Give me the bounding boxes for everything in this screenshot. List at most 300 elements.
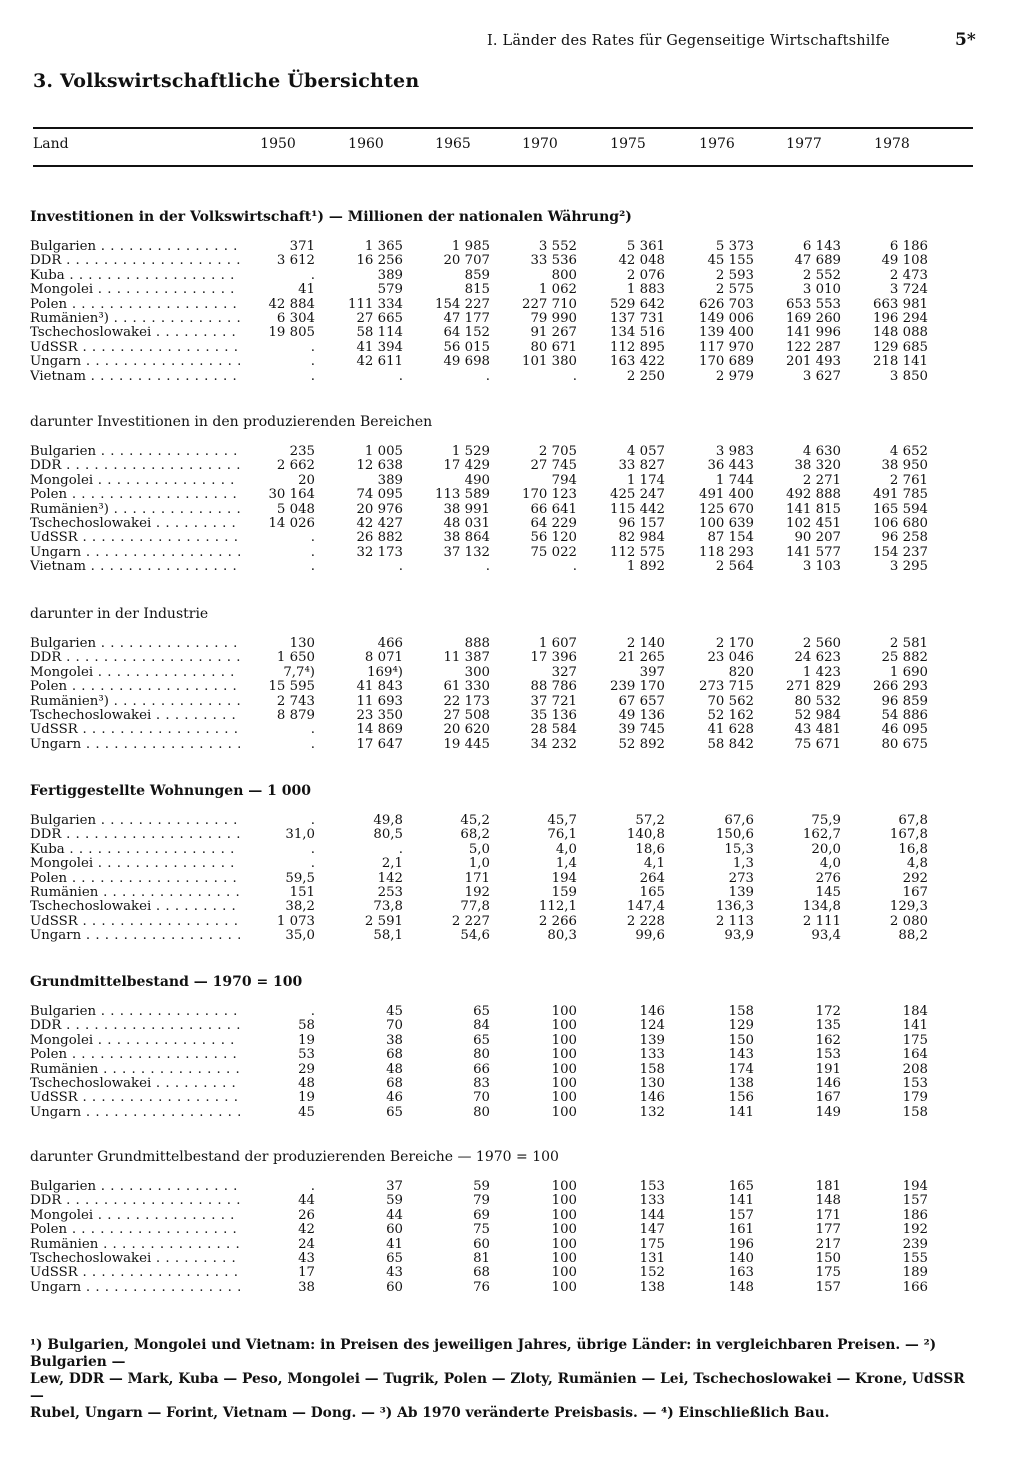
value-cell: 12 638 [356, 458, 403, 474]
section-investitionen [30, 208, 974, 384]
value-cell: 271 829 [786, 679, 841, 695]
value-cell: 38 320 [794, 458, 841, 474]
table-row [30, 1063, 974, 1077]
value-cell: 32 173 [356, 544, 403, 560]
value-cell: 3 850 [889, 368, 928, 384]
value-cell: 276 [815, 870, 841, 886]
value-cell: 253 [377, 884, 403, 900]
value-cell: . [310, 267, 315, 283]
value-cell: 1 365 [364, 239, 403, 254]
value-cell: 148 [815, 1193, 841, 1209]
value-cell: 65 [386, 1250, 403, 1266]
value-cell: 155 [902, 1250, 928, 1266]
value-cell: 154 237 [873, 544, 928, 560]
value-cell: . [310, 530, 315, 546]
value-cell: 96 157 [618, 515, 665, 531]
value-cell: 491 400 [699, 487, 754, 503]
value-cell: 888 [464, 636, 490, 651]
value-cell: 143 [728, 1047, 754, 1063]
value-cell: 59 [473, 1179, 490, 1194]
value-cell: 170 689 [699, 354, 754, 370]
value-cell: 3 295 [889, 559, 928, 575]
country-name: UdSSR . . . [30, 723, 240, 737]
value-cell: 174 [728, 1061, 754, 1077]
footnote-line: Lew, DDR — Mark, Kuba — Peso, Mongolei — Tugrik, Polen — Zloty, Rumänien — Lei, Tschechoslowakei — Krone, UdSSR — [30, 1371, 965, 1404]
value-cell: 100 639 [699, 515, 754, 531]
value-cell: 41 843 [356, 679, 403, 695]
value-cell: 397 [639, 664, 665, 680]
value-cell: 28 584 [530, 722, 577, 738]
value-cell: 7,7⁴) [283, 664, 315, 680]
value-cell: . [310, 813, 315, 828]
value-cell: 65 [473, 1032, 490, 1048]
value-cell: 147,4 [626, 899, 665, 915]
value-cell: . [310, 368, 315, 384]
value-cell: . [310, 544, 315, 560]
value-cell: 88 786 [530, 679, 577, 695]
section-rows [30, 637, 974, 752]
value-cell: 4,0 [819, 856, 841, 872]
country-name: UdSSR . . . [30, 531, 240, 545]
value-cell: 76,1 [547, 827, 577, 843]
value-cell: 129 685 [873, 339, 928, 355]
value-cell: 815 [464, 282, 490, 298]
value-cell: 20 976 [356, 501, 403, 517]
value-cell: 17 396 [530, 650, 577, 666]
value-cell: 70 [386, 1018, 403, 1034]
value-cell: 2 113 [715, 913, 754, 929]
value-cell: 124 [639, 1018, 665, 1034]
value-cell: 68 [386, 1075, 403, 1091]
country-name: Rumänien³) . . . [30, 503, 240, 517]
value-cell: 164 [902, 1047, 928, 1063]
value-cell: 162 [815, 1032, 841, 1048]
value-cell: 96 258 [881, 530, 928, 546]
value-cell: 74 095 [356, 487, 403, 503]
table-row [30, 326, 974, 340]
value-cell: 139 [639, 1032, 665, 1048]
value-cell: 157 [815, 1279, 841, 1295]
value-cell: 151 [289, 884, 315, 900]
value-cell: 5 361 [626, 239, 665, 254]
value-cell: 79 990 [530, 310, 577, 326]
value-cell: 24 [298, 1236, 315, 1252]
table-row [30, 723, 974, 737]
value-cell: 100 [551, 1004, 577, 1019]
country-name: Mongolei . . . [30, 666, 240, 680]
value-cell: 4,8 [906, 856, 928, 872]
value-cell: 371 [289, 239, 315, 254]
value-cell: 466 [377, 636, 403, 651]
section-title: darunter Grundmittelbestand der produzierenden Bereiche — 1970 = 100 [30, 1149, 559, 1165]
value-cell: 76 [473, 1279, 490, 1295]
value-cell: 46 [386, 1090, 403, 1106]
value-cell: 80 [473, 1104, 490, 1120]
value-cell: 58 842 [707, 736, 754, 752]
value-cell: 100 [551, 1193, 577, 1209]
value-cell: 157 [902, 1193, 928, 1209]
table-row [30, 283, 974, 297]
value-cell: 626 703 [699, 296, 754, 312]
table-row [30, 1019, 974, 1033]
value-cell: 125 670 [699, 501, 754, 517]
value-cell: 84 [473, 1018, 490, 1034]
value-cell: 20 [298, 472, 315, 488]
value-cell: 1,0 [468, 856, 490, 872]
value-cell: 1 892 [626, 559, 665, 575]
value-cell: 1 985 [451, 239, 490, 254]
value-cell: 165 594 [873, 501, 928, 517]
value-cell: 37 721 [530, 693, 577, 709]
country-name: Tschechoslowakei . . . [30, 517, 240, 531]
value-cell: 292 [902, 870, 928, 886]
value-cell: 38 [298, 1279, 315, 1295]
value-cell: 186 [902, 1207, 928, 1223]
value-cell: 2 271 [802, 472, 841, 488]
value-cell: 41 628 [707, 722, 754, 738]
value-cell: 2 227 [451, 913, 490, 929]
value-cell: 75 [473, 1222, 490, 1238]
value-cell: 66 641 [530, 501, 577, 517]
value-cell: 2 593 [715, 267, 754, 283]
value-cell: 52 162 [707, 707, 754, 723]
value-cell: 663 981 [873, 296, 928, 312]
value-cell: 1 062 [538, 282, 577, 298]
value-cell: 17 429 [443, 458, 490, 474]
table-row [30, 254, 974, 268]
value-cell: . [572, 368, 577, 384]
value-cell: 159 [551, 884, 577, 900]
country-name: Bulgarien . . . [30, 1180, 240, 1194]
value-cell: 158 [902, 1104, 928, 1120]
value-cell: 134,8 [802, 899, 841, 915]
value-cell: 75,9 [811, 813, 841, 828]
value-cell: 820 [728, 664, 754, 680]
value-cell: 2 591 [364, 913, 403, 929]
value-cell: 35,0 [285, 928, 315, 944]
value-cell: 800 [551, 267, 577, 283]
value-cell: 150 [815, 1250, 841, 1266]
value-cell: 218 141 [873, 354, 928, 370]
value-cell: 54 886 [881, 707, 928, 723]
value-cell: 26 882 [356, 530, 403, 546]
value-cell: 46 095 [881, 722, 928, 738]
value-cell: 192 [464, 884, 490, 900]
value-cell: 45,2 [460, 813, 490, 828]
value-cell: 425 247 [610, 487, 665, 503]
section-title: Grundmittelbestand — 1970 = 100 [30, 974, 303, 990]
value-cell: 91 267 [530, 325, 577, 341]
value-cell: 1 607 [538, 636, 577, 651]
section-grundmittelbestand [30, 973, 974, 1120]
value-cell: 169⁴) [367, 664, 403, 680]
value-cell: 131 [639, 1250, 665, 1266]
value-cell: 157 [728, 1207, 754, 1223]
value-cell: 58 [298, 1018, 315, 1034]
value-cell: 794 [551, 472, 577, 488]
value-cell: 3 552 [538, 239, 577, 254]
value-cell: 100 [551, 1179, 577, 1194]
value-cell: 68,2 [460, 827, 490, 843]
table-row [30, 312, 974, 326]
value-cell: 192 [902, 1222, 928, 1238]
value-cell: 100 [551, 1090, 577, 1106]
value-cell: 19 [298, 1032, 315, 1048]
table-row [30, 929, 974, 943]
value-cell: 239 170 [610, 679, 665, 695]
footnote-line: Rubel, Ungarn — Forint, Vietnam — Dong. — ³) Ab 1970 veränderte Preisbasis. — ⁴) Einschließlich Bau. [30, 1405, 830, 1421]
value-cell: 37 132 [443, 544, 490, 560]
value-cell: 492 888 [786, 487, 841, 503]
value-cell: 23 046 [707, 650, 754, 666]
value-cell: 100 [551, 1279, 577, 1295]
value-cell: 49,8 [373, 813, 403, 828]
value-cell: 3 724 [889, 282, 928, 298]
value-cell: 83 [473, 1075, 490, 1091]
value-cell: 196 294 [873, 310, 928, 326]
value-cell: 24 623 [794, 650, 841, 666]
value-cell: 112 575 [610, 544, 665, 560]
value-cell: 165 [728, 1179, 754, 1194]
value-cell: . [398, 841, 403, 857]
value-cell: 47 689 [794, 253, 841, 269]
value-cell: 1,4 [555, 856, 577, 872]
value-cell: 189 [902, 1265, 928, 1281]
value-cell: 2 266 [538, 913, 577, 929]
value-cell: 38 864 [443, 530, 490, 546]
value-cell: . [310, 736, 315, 752]
value-cell: 65 [473, 1004, 490, 1019]
value-cell: 14 026 [268, 515, 315, 531]
value-cell: 100 [551, 1061, 577, 1077]
value-cell: 16,8 [898, 841, 928, 857]
value-cell: 201 493 [786, 354, 841, 370]
value-cell: 115 442 [610, 501, 665, 517]
value-cell: 184 [902, 1004, 928, 1019]
value-cell: 41 [386, 1236, 403, 1252]
value-cell: . [572, 559, 577, 575]
column-header-year: 1950 [260, 136, 296, 152]
value-cell: 172 [815, 1004, 841, 1019]
value-cell: 49 698 [443, 354, 490, 370]
value-cell: 20 620 [443, 722, 490, 738]
value-cell: 42 884 [268, 296, 315, 312]
country-name: Vietnam . . . [30, 370, 240, 384]
value-cell: 6 143 [802, 239, 841, 254]
value-cell: 21 265 [618, 650, 665, 666]
value-cell: 2 761 [889, 472, 928, 488]
value-cell: 2 564 [715, 559, 754, 575]
table-row [30, 370, 974, 384]
value-cell: 217 [815, 1236, 841, 1252]
value-cell: 27 508 [443, 707, 490, 723]
section-title: darunter Investitionen in den produzierenden Bereichen [30, 414, 433, 430]
table-row [30, 915, 974, 929]
value-cell: 137 731 [610, 310, 665, 326]
value-cell: 102 451 [786, 515, 841, 531]
value-cell: 70 562 [707, 693, 754, 709]
value-cell: 100 [551, 1207, 577, 1223]
value-cell: 147 [639, 1222, 665, 1238]
section-rows [30, 1005, 974, 1120]
table-row [30, 900, 974, 914]
column-header-year: 1970 [522, 136, 558, 152]
value-cell: 144 [639, 1207, 665, 1223]
value-cell: 100 [551, 1047, 577, 1063]
country-name: Tschechoslowakei . . . [30, 709, 240, 723]
table-row [30, 488, 974, 502]
country-name: Tschechoslowakei . . . [30, 1252, 240, 1266]
table-row [30, 1223, 974, 1237]
value-cell: 26 [298, 1207, 315, 1223]
country-name: Polen . . . [30, 1223, 240, 1237]
country-name: Vietnam . . . [30, 560, 240, 574]
footnotes [30, 1337, 978, 1422]
value-cell: 2 228 [626, 913, 665, 929]
value-cell: 146 [639, 1090, 665, 1106]
country-name: Polen . . . [30, 680, 240, 694]
column-header-year: 1960 [348, 136, 384, 152]
table-row [30, 738, 974, 752]
column-header-year: 1975 [610, 136, 646, 152]
value-cell: 136,3 [715, 899, 754, 915]
country-name: UdSSR . . . [30, 1091, 240, 1105]
value-cell: 45 [298, 1104, 315, 1120]
value-cell: 1,3 [732, 856, 754, 872]
section-title: Investitionen in der Volkswirtschaft¹) — Millionen der nationalen Währung²) [30, 209, 632, 225]
value-cell: 88,2 [898, 928, 928, 944]
value-cell: 389 [377, 267, 403, 283]
value-cell: 264 [639, 870, 665, 886]
value-cell: 2 581 [889, 636, 928, 651]
value-cell: 75 671 [794, 736, 841, 752]
value-cell: 11 693 [356, 693, 403, 709]
country-name: Mongolei . . . [30, 474, 240, 488]
value-cell: 8 879 [276, 707, 315, 723]
value-cell: 19 805 [268, 325, 315, 341]
country-name: Ungarn . . . [30, 1281, 240, 1295]
table-row [30, 474, 974, 488]
value-cell: 1 650 [276, 650, 315, 666]
table-row [30, 240, 974, 254]
country-name: DDR . . . [30, 1019, 240, 1033]
value-cell: 208 [902, 1061, 928, 1077]
value-cell: 42 611 [356, 354, 403, 370]
value-cell: 166 [902, 1279, 928, 1295]
value-cell: . [310, 841, 315, 857]
value-cell: 138 [728, 1075, 754, 1091]
value-cell: 41 [298, 282, 315, 298]
value-cell: 132 [639, 1104, 665, 1120]
value-cell: 1 883 [626, 282, 665, 298]
table-row [30, 1266, 974, 1280]
value-cell: 140 [728, 1250, 754, 1266]
country-name: Polen . . . [30, 298, 240, 312]
value-cell: 2 076 [626, 267, 665, 283]
country-name: Ungarn . . . [30, 1106, 240, 1120]
value-cell: 22 173 [443, 693, 490, 709]
value-cell: 2 140 [626, 636, 665, 651]
table-row [30, 1005, 974, 1019]
value-cell: 158 [639, 1061, 665, 1077]
value-cell: 141 [728, 1104, 754, 1120]
table-row [30, 1194, 974, 1208]
value-cell: 2 705 [538, 444, 577, 459]
value-cell: 167 [902, 884, 928, 900]
value-cell: 163 [728, 1265, 754, 1281]
value-cell: 145 [815, 884, 841, 900]
value-cell: 389 [377, 472, 403, 488]
value-cell: 38 991 [443, 501, 490, 517]
value-cell: 44 [298, 1193, 315, 1209]
value-cell: 529 642 [610, 296, 665, 312]
value-cell: 45 155 [707, 253, 754, 269]
value-cell: 80 [473, 1047, 490, 1063]
value-cell: 64 229 [530, 515, 577, 531]
value-cell: 138 [639, 1279, 665, 1295]
value-cell: 2 111 [802, 913, 841, 929]
column-header-land: Land [33, 136, 69, 152]
value-cell: 81 [473, 1250, 490, 1266]
table-row [30, 709, 974, 723]
value-cell: 158 [728, 1004, 754, 1019]
value-cell: 38 [386, 1032, 403, 1048]
value-cell: 58,1 [373, 928, 403, 944]
value-cell: 106 680 [873, 515, 928, 531]
value-cell: 239 [902, 1236, 928, 1252]
table-row [30, 886, 974, 900]
value-cell: . [310, 1179, 315, 1194]
value-cell: 4,0 [555, 841, 577, 857]
value-cell: 64 152 [443, 325, 490, 341]
table-row [30, 828, 974, 842]
value-cell: 1 174 [626, 472, 665, 488]
value-cell: 149 [815, 1104, 841, 1120]
value-cell: 33 536 [530, 253, 577, 269]
value-cell: 2 250 [626, 368, 665, 384]
section-grundmittelbestand-produzierend [30, 1148, 974, 1295]
section-rows [30, 1180, 974, 1295]
value-cell: 491 785 [873, 487, 928, 503]
column-header-year: 1965 [435, 136, 471, 152]
value-cell: 117 970 [699, 339, 754, 355]
table-row [30, 1209, 974, 1223]
value-cell: 175 [902, 1032, 928, 1048]
value-cell: 327 [551, 664, 577, 680]
value-cell: 2 575 [715, 282, 754, 298]
value-cell: 93,9 [724, 928, 754, 944]
value-cell: 75 022 [530, 544, 577, 560]
country-name: Polen . . . [30, 872, 240, 886]
value-cell: 42 [298, 1222, 315, 1238]
table-row [30, 1238, 974, 1252]
value-cell: 139 400 [699, 325, 754, 341]
value-cell: 73,8 [373, 899, 403, 915]
value-cell: 99,6 [635, 928, 665, 944]
value-cell: 34 232 [530, 736, 577, 752]
country-name: Kuba . . . [30, 843, 240, 857]
country-name: Kuba . . . [30, 269, 240, 283]
value-cell: 133 [639, 1193, 665, 1209]
value-cell: 139 [728, 884, 754, 900]
value-cell: 170 123 [522, 487, 577, 503]
value-cell: 163 422 [610, 354, 665, 370]
value-cell: 175 [815, 1265, 841, 1281]
value-cell: 49 108 [881, 253, 928, 269]
value-cell: 122 287 [786, 339, 841, 355]
value-cell: 37 [386, 1179, 403, 1194]
country-name: UdSSR . . . [30, 915, 240, 929]
